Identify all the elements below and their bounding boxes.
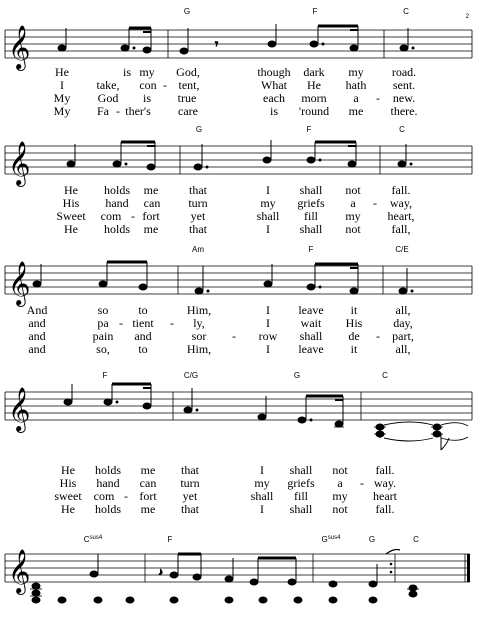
lyric-word: new.	[392, 91, 416, 105]
lyric-word: is	[122, 65, 132, 79]
lyric-word: His	[59, 476, 77, 490]
lyric-word: that	[181, 463, 199, 477]
lyric-word: heart	[373, 489, 397, 503]
lyric-word: I	[260, 502, 264, 516]
lyric-word: -	[360, 476, 364, 490]
lyric-word: that	[189, 183, 207, 197]
lyric-word: con	[139, 78, 157, 92]
lyric-word: so	[97, 303, 109, 317]
lyric-word: -	[373, 196, 377, 210]
lyric-word: can	[139, 476, 157, 490]
chord-symbol: $C^{sus4}$	[83, 535, 103, 544]
lyric-word: my	[348, 65, 364, 79]
lyric-word: He	[55, 65, 69, 79]
lyric-word: hath	[345, 78, 367, 92]
chord-symbol: C	[382, 371, 388, 380]
lyric-word: my	[260, 196, 276, 210]
lyric-word: shall	[299, 222, 323, 236]
lyric-word: yet	[182, 489, 198, 503]
lyric-word: hand	[105, 196, 129, 210]
lyric-word: My	[53, 104, 71, 118]
chord-symbol: C	[399, 125, 405, 134]
lyric-word: I	[266, 342, 270, 356]
lyric-word: fall.	[375, 502, 395, 516]
lyric-word: me	[140, 502, 156, 516]
lyric-word: leave	[298, 342, 324, 356]
lyric-word: that	[189, 222, 207, 236]
lyric-word: care	[178, 104, 198, 118]
lyric-word: a	[350, 196, 356, 210]
lyric-word: not	[332, 463, 348, 477]
lyric-word: hand	[96, 476, 120, 490]
lyric-word: He	[61, 502, 75, 516]
lyric-word: take,	[96, 78, 120, 92]
lyric-word: His	[62, 196, 80, 210]
lyric-word: His	[345, 316, 363, 330]
lyric-word: so,	[96, 342, 110, 356]
lyric-word: sweet	[54, 489, 82, 503]
chord-symbol: C/E	[395, 245, 409, 254]
lyric-word: my	[345, 209, 361, 223]
final-barline	[467, 554, 470, 582]
chord-symbol: C/G	[183, 371, 199, 380]
lyric-word: -	[170, 316, 174, 330]
lyric-word: I	[266, 303, 270, 317]
lyric-word: God	[97, 91, 119, 105]
lyric-word: -	[376, 329, 380, 343]
music-staff	[0, 544, 499, 633]
lyric-word: day,	[393, 316, 413, 330]
treble-clef-icon: 𝄞	[8, 25, 31, 69]
lyric-word: there.	[390, 104, 418, 118]
lyric-word: Him,	[186, 342, 212, 356]
lyric-word: not	[345, 183, 361, 197]
chord-symbol: G	[195, 125, 203, 134]
repeat-dot	[390, 563, 393, 566]
lyric-word: it	[350, 342, 358, 356]
lyric-word: fort	[139, 489, 157, 503]
chord-symbol: F	[102, 371, 108, 380]
repeat-dot	[390, 571, 393, 574]
lyric-word: -	[116, 104, 120, 118]
lyric-word: ly,	[193, 316, 205, 330]
lyric-word: and	[28, 329, 46, 343]
lyric-word: shall	[256, 209, 280, 223]
lyric-word: fill	[294, 489, 308, 503]
lyric-word: turn	[188, 196, 208, 210]
chord-symbol: G	[368, 535, 376, 544]
lyric-word: holds	[103, 183, 131, 197]
lyric-word: a	[337, 476, 343, 490]
lyric-word: wait	[300, 316, 322, 330]
lyric-word: holds	[94, 502, 122, 516]
lyric-word: though	[257, 65, 291, 79]
lyric-word: heart,	[387, 209, 415, 223]
chord-symbol: Am	[192, 245, 204, 254]
lyric-word: shall	[289, 463, 313, 477]
lyric-word: My	[53, 91, 71, 105]
chord-symbol: F	[167, 535, 173, 544]
lyric-word: -	[131, 209, 135, 223]
music-staff	[0, 20, 499, 80]
lyric-word: Fa	[97, 104, 109, 118]
lyric-word: turn	[180, 476, 200, 490]
lyric-word: -	[376, 91, 380, 105]
music-staff	[0, 256, 499, 316]
lyric-word: shall	[289, 502, 313, 516]
lyric-word: and	[134, 329, 152, 343]
lyric-word: -	[232, 329, 236, 343]
lyric-word: de	[348, 329, 360, 343]
lyric-word: shall	[299, 183, 323, 197]
chord-symbol: F	[308, 245, 314, 254]
lyric-word: to	[138, 303, 148, 317]
lyric-word: I	[266, 183, 270, 197]
lyric-word: and	[28, 342, 46, 356]
lyric-word: fall.	[375, 463, 395, 477]
lyric-word: tent,	[178, 78, 200, 92]
lyric-word: griefs	[297, 196, 325, 210]
lyric-word: is	[142, 91, 152, 105]
lyric-word: dark	[303, 65, 325, 79]
chord-symbol: C	[403, 7, 409, 16]
lyric-word: com	[93, 489, 115, 503]
lyric-word: -	[119, 316, 123, 330]
lyric-word: and	[28, 316, 46, 330]
lyric-word: And	[26, 303, 48, 317]
lyric-word: me	[140, 463, 156, 477]
lyric-word: road.	[391, 65, 417, 79]
lyric-word: part,	[392, 329, 414, 343]
lyric-word: all,	[395, 303, 411, 317]
lyric-word: tient	[132, 316, 154, 330]
lyric-word: pain	[92, 329, 114, 343]
lyric-word: fort	[142, 209, 160, 223]
chord-symbol: $G^{sus4}$	[321, 535, 341, 544]
treble-clef-icon: 𝄞	[8, 387, 31, 431]
lyric-word: shall	[250, 489, 274, 503]
lyric-word: morn	[301, 91, 327, 105]
lyric-word: Him,	[186, 303, 212, 317]
lyric-word: true	[177, 91, 197, 105]
lyric-word: He	[61, 463, 75, 477]
lyric-word: He	[64, 183, 78, 197]
lyric-word: Sweet	[56, 209, 86, 223]
lyric-word: holds	[94, 463, 122, 477]
lyric-word: all,	[395, 342, 411, 356]
lyric-word: a	[353, 91, 359, 105]
lyric-word: that	[181, 502, 199, 516]
lyric-word: way,	[389, 196, 413, 210]
lyric-word: I	[266, 222, 270, 236]
lyric-word: not	[345, 222, 361, 236]
treble-clef-icon: 𝄞	[8, 549, 31, 593]
page-marker: 2	[465, 14, 469, 20]
chord-symbol: C	[413, 535, 419, 544]
lyric-word: me	[348, 104, 364, 118]
chord-symbol: F	[312, 7, 318, 16]
lyric-word: leave	[298, 303, 324, 317]
svg-text:𝄾: 𝄾	[215, 37, 219, 51]
lyric-word: not	[332, 502, 348, 516]
treble-clef-icon: 𝄞	[8, 141, 31, 185]
lyric-word: it	[350, 303, 358, 317]
lyric-word: my	[139, 65, 155, 79]
lyric-word: I	[60, 78, 64, 92]
lyric-word: pa	[97, 316, 109, 330]
lyric-word: fall.	[391, 183, 411, 197]
lyric-word: God,	[176, 65, 200, 79]
lyric-word: What	[261, 78, 287, 92]
lyric-word: fill	[304, 209, 318, 223]
music-staff	[0, 382, 499, 472]
treble-clef-icon: 𝄞	[8, 261, 31, 305]
chord-symbol: G	[183, 7, 191, 16]
lyric-word: is	[269, 104, 279, 118]
lyric-word: com	[100, 209, 122, 223]
lyric-word: I	[266, 316, 270, 330]
lyric-word: each	[263, 91, 285, 105]
lyric-word: to	[138, 342, 148, 356]
lyric-word: He	[307, 78, 321, 92]
lyric-word: can	[143, 196, 161, 210]
lyric-word: my	[254, 476, 270, 490]
lyric-word: yet	[190, 209, 206, 223]
lyric-word: griefs	[287, 476, 315, 490]
chord-symbol: F	[306, 125, 312, 134]
lyric-word: He	[64, 222, 78, 236]
lyric-word: sent.	[392, 78, 416, 92]
lyric-word: 'round	[298, 104, 330, 118]
lyric-word: me	[143, 183, 159, 197]
lyric-word: row	[258, 329, 278, 343]
lyric-word: way.	[373, 476, 397, 490]
lyric-word: -	[163, 78, 167, 92]
lyric-word: ther's	[125, 104, 151, 118]
svg-text:♪: ♪	[158, 567, 163, 578]
lyric-word: I	[260, 463, 264, 477]
chord-symbol: G	[293, 371, 301, 380]
lyric-word: shall	[299, 329, 323, 343]
lyric-word: fall,	[391, 222, 411, 236]
lyric-word: -	[124, 489, 128, 503]
lyric-word: holds	[103, 222, 131, 236]
lyric-word: my	[332, 489, 348, 503]
lyric-word: me	[143, 222, 159, 236]
lyric-word: sor	[191, 329, 207, 343]
